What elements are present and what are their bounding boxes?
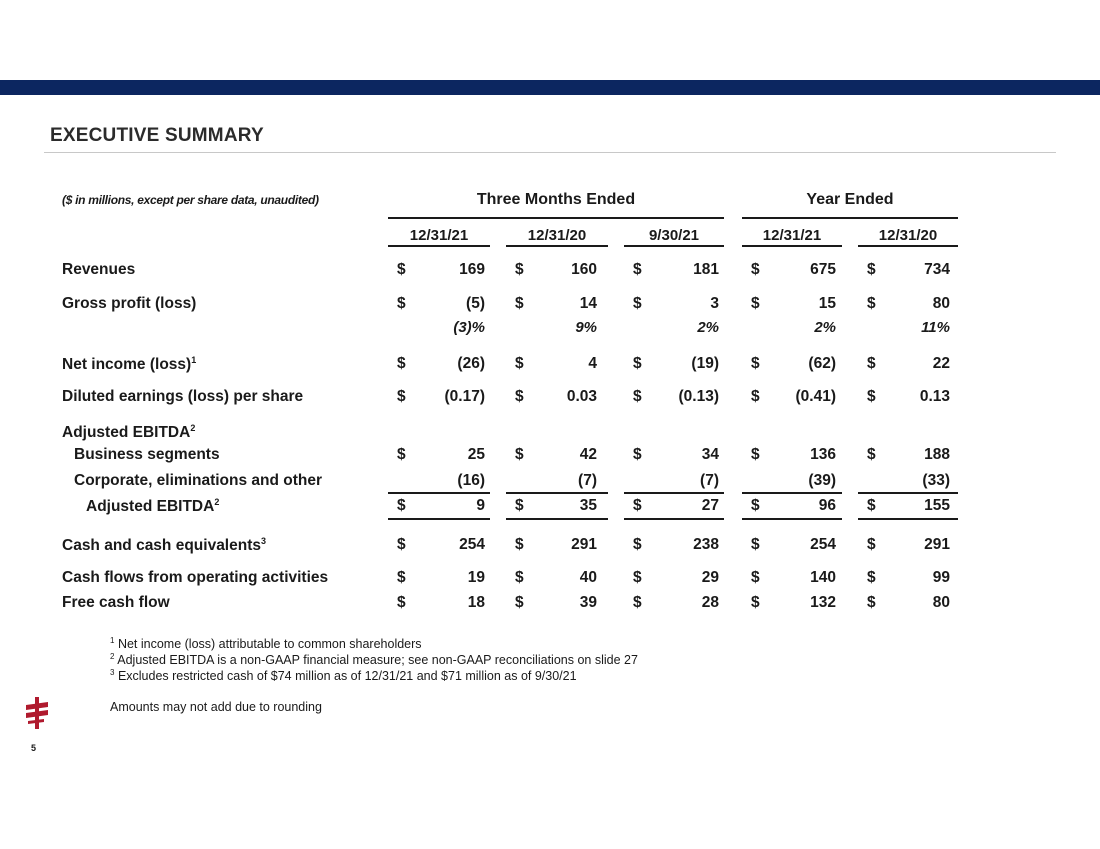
table-cell: 39: [579, 594, 597, 611]
currency-symbol: $: [515, 594, 524, 611]
table-cell: 4: [588, 355, 597, 372]
currency-symbol: $: [751, 388, 760, 405]
currency-symbol: $: [397, 594, 406, 611]
subtotal-rule: [624, 492, 724, 494]
margin-cell: 2%: [697, 319, 719, 336]
table-cell: 15: [818, 295, 836, 312]
table-cell: 35: [579, 497, 597, 514]
table-cell: (16): [457, 472, 485, 489]
table-cell: 80: [932, 594, 950, 611]
table-cell: 291: [571, 536, 597, 553]
table-cell: 140: [810, 569, 836, 586]
currency-symbol: $: [633, 295, 642, 312]
header-bar: [0, 80, 1100, 95]
currency-symbol: $: [515, 569, 524, 586]
currency-symbol: $: [633, 388, 642, 405]
row-label-corporate: Corporate, eliminations and other: [74, 472, 323, 489]
table-cell: 99: [932, 569, 950, 586]
table-cell: 188: [924, 446, 950, 463]
row-label-business-segments: Business segments: [74, 446, 220, 463]
currency-symbol: $: [633, 536, 642, 553]
table-cell: (0.17): [444, 388, 485, 405]
table-cell: 675: [810, 261, 836, 278]
currency-symbol: $: [751, 497, 760, 514]
currency-symbol: $: [515, 446, 524, 463]
currency-symbol: $: [867, 536, 876, 553]
table-cell: (7): [578, 472, 597, 489]
footnote-2: $^2$ Adjusted EBITDA is a non-GAAP financial measure; see non-GAAP reconciliations on slide 27: [110, 652, 638, 668]
currency-symbol: $: [397, 497, 406, 514]
group-header-three-months: Three Months Ended: [476, 191, 636, 208]
table-cell: 254: [459, 536, 485, 553]
currency-symbol: $: [515, 388, 524, 405]
row-label-diluted-eps: Diluted earnings (loss) per share: [62, 388, 304, 405]
table-cell: 291: [924, 536, 950, 553]
margin-cell: 2%: [814, 319, 836, 336]
table-cell: 14: [579, 295, 597, 312]
table-cell: 19: [467, 569, 485, 586]
table-cell: 28: [701, 594, 719, 611]
row-label-adj-ebitda-header: Adjusted EBITDA$^2$: [62, 423, 196, 442]
currency-symbol: $: [867, 355, 876, 372]
table-cell: 34: [701, 446, 719, 463]
currency-symbol: $: [515, 536, 524, 553]
rounding-note: Amounts may not add due to rounding: [110, 700, 322, 714]
table-cell: 25: [467, 446, 485, 463]
total-rule: [624, 518, 724, 520]
subtotal-rule: [742, 492, 842, 494]
currency-symbol: $: [515, 261, 524, 278]
currency-symbol: $: [397, 261, 406, 278]
currency-symbol: $: [867, 497, 876, 514]
total-rule: [742, 518, 842, 520]
table-cell: 136: [810, 446, 836, 463]
currency-symbol: $: [633, 594, 642, 611]
subtotal-rule: [858, 492, 958, 494]
currency-symbol: $: [633, 497, 642, 514]
table-subtitle: ($ in millions, except per share data, unaudited): [62, 193, 319, 207]
table-cell: 42: [579, 446, 597, 463]
row-label-adj-ebitda-total: Adjusted EBITDA$^2$: [86, 497, 220, 516]
table-cell: 18: [467, 594, 485, 611]
currency-symbol: $: [867, 569, 876, 586]
title-divider: [44, 152, 1056, 153]
table-cell: 0.13: [919, 388, 950, 405]
currency-symbol: $: [867, 261, 876, 278]
currency-symbol: $: [633, 355, 642, 372]
table-cell: (39): [808, 472, 836, 489]
currency-symbol: $: [751, 569, 760, 586]
column-rule: [742, 245, 842, 247]
table-cell: 9: [476, 497, 485, 514]
group-header-year: Year Ended: [806, 191, 894, 208]
table-cell: 155: [924, 497, 950, 514]
table-cell: (33): [922, 472, 950, 489]
currency-symbol: $: [633, 446, 642, 463]
currency-symbol: $: [397, 569, 406, 586]
currency-symbol: $: [397, 388, 406, 405]
currency-symbol: $: [397, 355, 406, 372]
currency-symbol: $: [867, 295, 876, 312]
margin-cell: 9%: [575, 319, 597, 336]
currency-symbol: $: [633, 261, 642, 278]
table-cell: 22: [932, 355, 950, 372]
page-number: 5: [31, 743, 37, 753]
table-cell: 169: [459, 261, 485, 278]
currency-symbol: $: [867, 446, 876, 463]
currency-symbol: $: [751, 261, 760, 278]
row-label-fcf: Free cash flow: [62, 594, 170, 611]
column-rule: [388, 245, 490, 247]
table-cell: (7): [700, 472, 719, 489]
table-cell: 96: [818, 497, 836, 514]
footnote-3: $^3$ Excludes restricted cash of $74 million as of 12/31/21 and $71 million as of 9/30/21: [110, 668, 577, 684]
table-cell: 254: [810, 536, 836, 553]
row-label-cash: Cash and cash equivalents$^3$: [62, 536, 267, 555]
currency-symbol: $: [515, 497, 524, 514]
page-title: EXECUTIVE SUMMARY: [50, 125, 264, 146]
table-cell: 238: [693, 536, 719, 553]
currency-symbol: $: [751, 536, 760, 553]
table-cell: (0.41): [795, 388, 836, 405]
currency-symbol: $: [751, 446, 760, 463]
row-label-revenues: Revenues: [62, 261, 136, 278]
margin-cell: (3)%: [453, 319, 485, 336]
table-cell: (19): [691, 355, 719, 372]
row-label-gross-profit: Gross profit (loss): [62, 295, 197, 312]
table-cell: 160: [571, 261, 597, 278]
column-header: 12/31/21: [762, 227, 822, 244]
subtotal-rule: [388, 492, 490, 494]
table-cell: 0.03: [566, 388, 597, 405]
table-cell: 27: [701, 497, 719, 514]
table-cell: 80: [932, 295, 950, 312]
currency-symbol: $: [751, 355, 760, 372]
footnote-1: $^1$ Net income (loss) attributable to common shareholders: [110, 636, 422, 652]
table-cell: (62): [808, 355, 836, 372]
currency-symbol: $: [867, 594, 876, 611]
currency-symbol: $: [867, 388, 876, 405]
column-header: 12/31/21: [409, 227, 469, 244]
group-rule-three-months: [388, 217, 724, 219]
currency-symbol: $: [397, 536, 406, 553]
total-rule: [858, 518, 958, 520]
table-cell: (5): [466, 295, 485, 312]
table-cell: (26): [457, 355, 485, 372]
currency-symbol: $: [515, 295, 524, 312]
total-rule: [388, 518, 490, 520]
currency-symbol: $: [515, 355, 524, 372]
row-label-cfo: Cash flows from operating activities: [62, 569, 329, 586]
column-rule: [506, 245, 608, 247]
column-header: 9/30/21: [648, 227, 700, 244]
currency-symbol: $: [751, 295, 760, 312]
column-header: 12/31/20: [878, 227, 938, 244]
company-logo: [24, 697, 50, 729]
subtotal-rule: [506, 492, 608, 494]
column-header: 12/31/20: [527, 227, 587, 244]
table-cell: 40: [579, 569, 597, 586]
table-cell: 132: [810, 594, 836, 611]
table-cell: 181: [693, 261, 719, 278]
currency-symbol: $: [397, 295, 406, 312]
table-cell: (0.13): [678, 388, 719, 405]
column-rule: [624, 245, 724, 247]
currency-symbol: $: [397, 446, 406, 463]
column-rule: [858, 245, 958, 247]
currency-symbol: $: [751, 594, 760, 611]
row-label-net-income: Net income (loss)$^1$: [62, 355, 197, 374]
currency-symbol: $: [633, 569, 642, 586]
group-rule-year: [742, 217, 958, 219]
table-cell: 3: [710, 295, 719, 312]
total-rule: [506, 518, 608, 520]
table-cell: 29: [701, 569, 719, 586]
margin-cell: 11%: [921, 319, 950, 336]
table-cell: 734: [924, 261, 950, 278]
